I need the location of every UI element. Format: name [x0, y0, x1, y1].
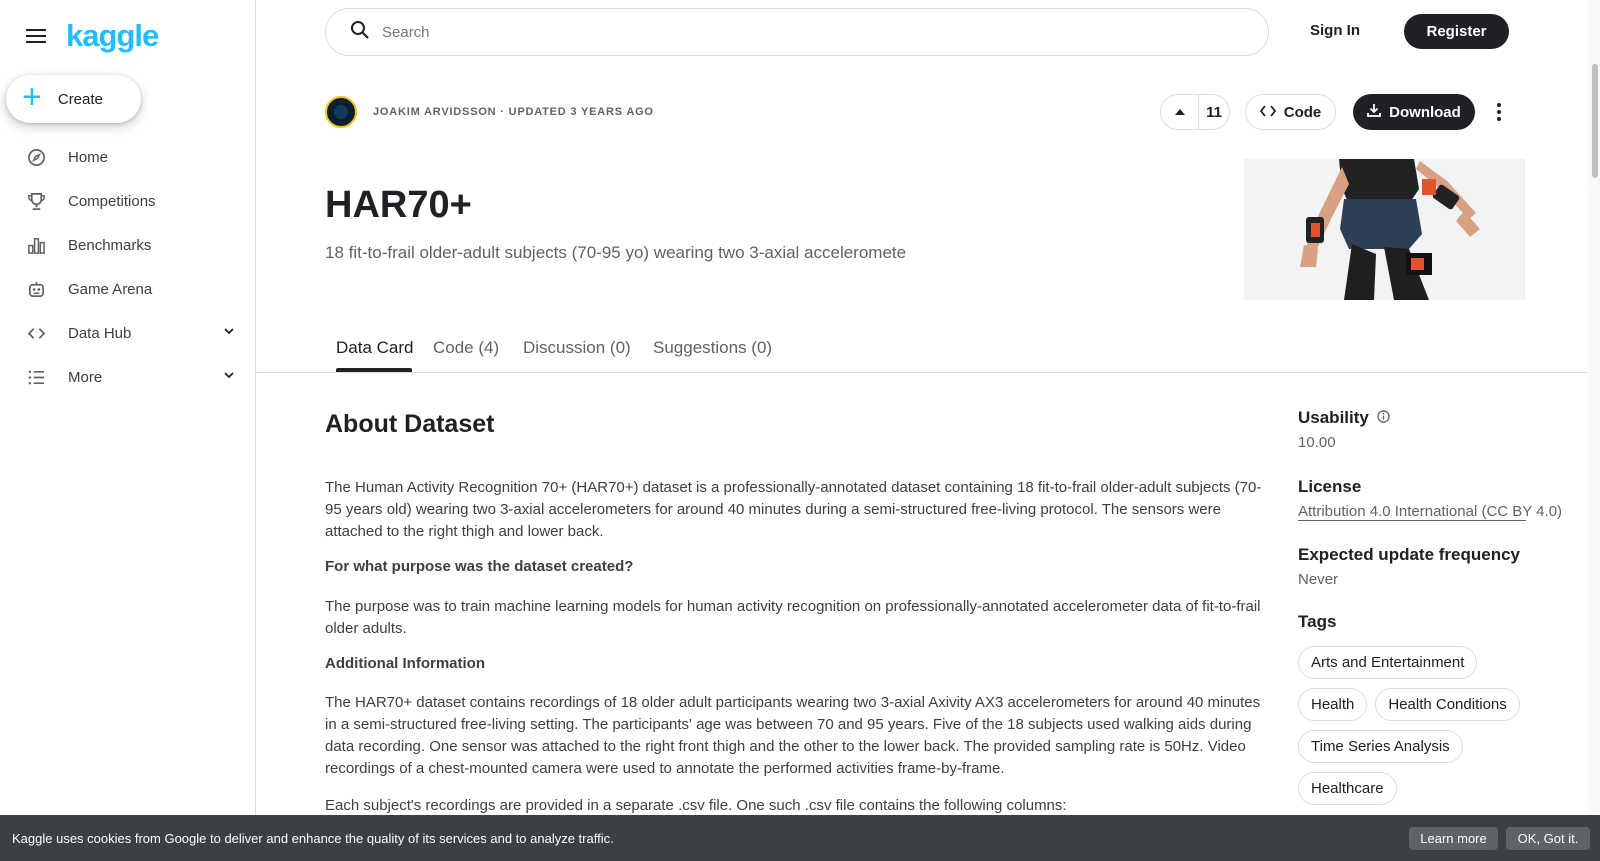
sidebar-item-home[interactable]	[0, 135, 256, 179]
about-subheading: Additional Information	[325, 655, 485, 672]
cookie-message: Kaggle uses cookies from Google to deliver and enhance the quality of its services and to analyze traffic.	[12, 830, 614, 846]
scrollbar-thumb[interactable]	[1592, 64, 1598, 178]
plus-icon: +	[22, 78, 42, 116]
owner-updated-text[interactable]: JOAKIM ARVIDSSON · UPDATED 3 YEARS AGO	[373, 106, 654, 118]
more-vert-icon[interactable]	[1487, 98, 1511, 126]
sidebar-item-game-arena[interactable]	[0, 267, 256, 311]
main-content	[257, 0, 1600, 861]
tag-chip[interactable]: Health Conditions	[1375, 688, 1519, 721]
sidebar-item-label: Data Hub	[68, 324, 132, 342]
license-heading: License	[1298, 477, 1362, 496]
trophy-icon	[26, 191, 46, 211]
tab-data-card[interactable]: Data Card	[336, 338, 414, 357]
tag-chip[interactable]: Health	[1298, 688, 1367, 721]
list-icon	[26, 367, 46, 387]
avatar[interactable]	[325, 96, 357, 128]
create-button[interactable]	[6, 75, 141, 123]
learn-more-button[interactable]: Learn more	[1409, 827, 1498, 850]
owner-row	[325, 96, 654, 128]
upvote-button[interactable]	[1161, 95, 1199, 129]
compass-icon	[26, 147, 46, 167]
tab-suggestions[interactable]: Suggestions (0)	[653, 338, 773, 357]
cookie-ok-button[interactable]: OK, Got it.	[1506, 827, 1590, 850]
menu-icon[interactable]	[24, 24, 48, 48]
license-link[interactable]: Attribution 4.0 International (CC BY 4.0)	[1298, 503, 1563, 520]
tab-code[interactable]: Code (4)	[433, 338, 500, 357]
usability-heading	[1298, 408, 1538, 428]
register-button[interactable]: Register	[1404, 14, 1509, 49]
about-paragraph: The Human Activity Recognition 70+ (HAR70+) dataset is a professionally-annotated dataset containing 18 fit-to-frail older-adult subjects (70-95 years old) wearing two 3-axial accelerometers for around 40 minutes during a semi-structured free-living protocol. The sensors were attached to the right thigh and lower back.	[325, 479, 1262, 540]
tag-chip[interactable]: Arts and Entertainment	[1298, 646, 1477, 679]
bar-chart-icon	[26, 235, 46, 255]
sidebar-nav	[0, 135, 256, 399]
sidebar-item-more[interactable]	[0, 355, 256, 399]
about-paragraph: The HAR70+ dataset contains recordings of 18 older adult participants wearing two 3-axial Axivity AX3 accelerometers for around 40 minutes in a semi-structured free-living setting. The participants' age was between 70 and 95 years. Five of the 18 subjects used walking aids during data recording. One sensor was attached to the right front thigh and the other to the lower back. The provided sampling rate is 50Hz. Video recordings of a chest-mounted camera were used to annotate the performed activities frame-by-frame.	[325, 694, 1261, 777]
tags-heading: Tags	[1298, 612, 1337, 631]
code-icon	[1260, 104, 1276, 121]
update-frequency-value: Never	[1298, 571, 1339, 588]
about-paragraph: Each subject's recordings are provided in a separate .csv file. One such .csv file contains the following columns:	[325, 797, 1067, 814]
about-question: For what purpose was the dataset created?	[325, 558, 634, 575]
info-icon[interactable]	[1377, 408, 1390, 428]
sidebar-item-data-hub[interactable]	[0, 311, 256, 355]
upvote-widget	[1160, 94, 1230, 130]
chevron-down-icon[interactable]	[222, 368, 236, 387]
download-button[interactable]	[1353, 94, 1475, 130]
sidebar-top	[24, 18, 158, 54]
tag-chip[interactable]: Time Series Analysis	[1298, 730, 1463, 763]
search-icon	[350, 20, 370, 45]
sidebar-item-label: Home	[68, 148, 109, 166]
tags-list	[1298, 646, 1538, 814]
metadata-panel	[1298, 408, 1563, 814]
dataset-title: HAR70+	[325, 184, 472, 226]
sign-in-link[interactable]: Sign In	[1310, 22, 1360, 39]
caret-up-icon	[1174, 108, 1186, 116]
chevron-down-icon[interactable]	[222, 324, 236, 343]
active-tab-indicator	[336, 368, 412, 372]
robot-icon	[26, 279, 46, 299]
sidebar	[0, 0, 256, 861]
code-button-label: Code	[1283, 103, 1322, 121]
tag-chip[interactable]: Healthcare	[1298, 772, 1397, 805]
dataset-cover-image	[1244, 159, 1525, 300]
cookie-banner	[0, 815, 1600, 861]
kaggle-logo[interactable]: kaggle	[66, 18, 159, 53]
update-frequency-heading: Expected update frequency	[1298, 545, 1521, 564]
sidebar-item-label: More	[68, 368, 103, 386]
usability-label: Usability	[1298, 408, 1369, 427]
about-dataset-heading: About Dataset	[325, 410, 495, 438]
sidebar-item-competitions[interactable]	[0, 179, 256, 223]
page-scrollbar[interactable]	[1588, 0, 1600, 861]
usability-value: 10.00	[1298, 434, 1336, 451]
code-brackets-icon	[26, 323, 46, 343]
download-button-label: Download	[1389, 103, 1461, 121]
search-input[interactable]	[382, 24, 1182, 41]
code-button[interactable]	[1245, 94, 1336, 130]
search-bar[interactable]	[325, 8, 1269, 56]
about-paragraph: The purpose was to train machine learning models for human activity recognition on professionally-annotated accelerometer data of fit-to-frail older adults.	[325, 598, 1261, 637]
tab-discussion[interactable]: Discussion (0)	[523, 338, 631, 357]
sidebar-item-label: Benchmarks	[68, 236, 152, 254]
sidebar-item-benchmarks[interactable]	[0, 223, 256, 267]
dataset-subtitle: 18 fit-to-frail older-adult subjects (70-95 yo) wearing two 3-axial acceleromete	[325, 243, 907, 262]
dataset-tabs	[257, 320, 1587, 373]
create-label: Create	[57, 90, 103, 108]
upvote-count[interactable]: 11	[1206, 103, 1222, 121]
sidebar-item-label: Game Arena	[68, 280, 153, 298]
download-icon	[1367, 103, 1381, 121]
sidebar-item-label: Competitions	[68, 192, 156, 210]
